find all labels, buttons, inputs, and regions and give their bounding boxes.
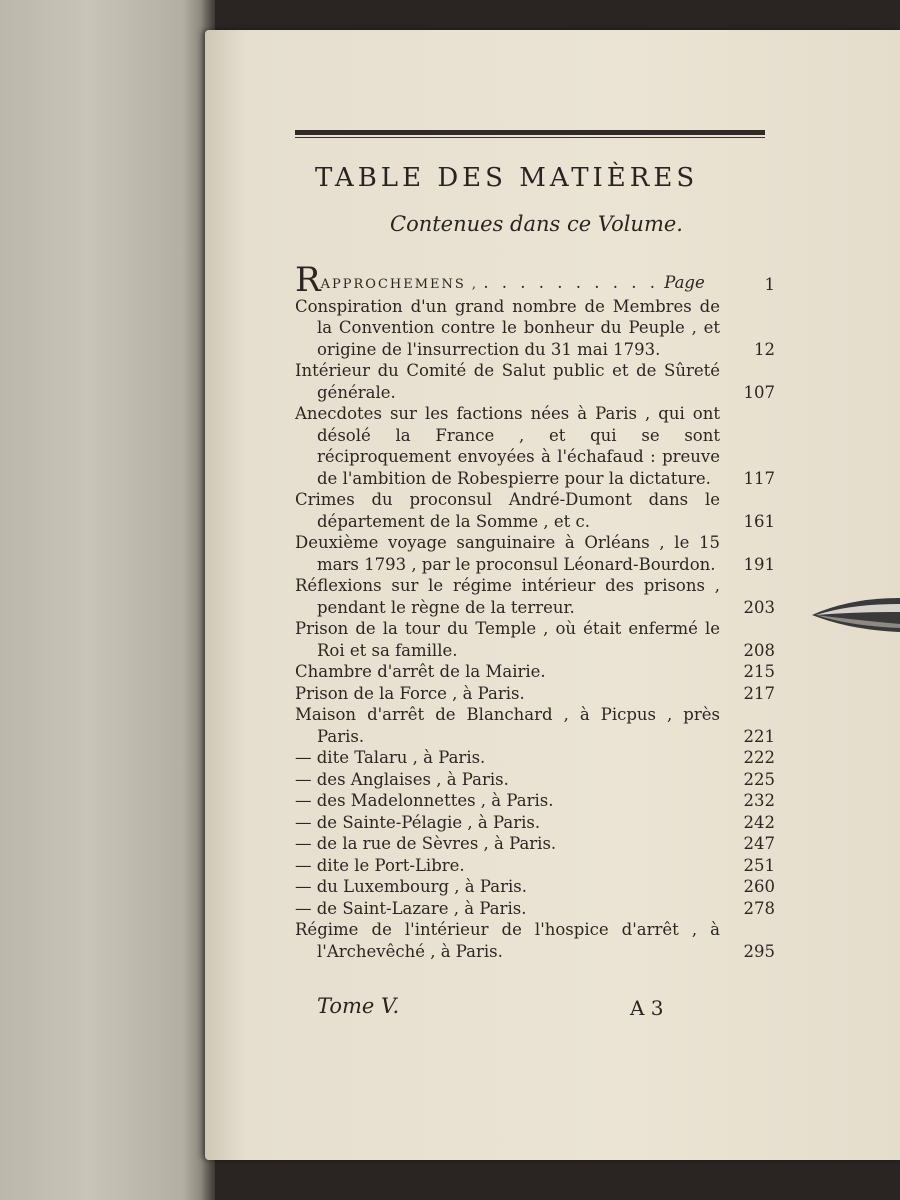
toc-entry <box>295 833 775 855</box>
toc-page-number: 191 <box>743 554 775 574</box>
toc-entry-title: Deuxième voyage sanguinaire à Orléans , le 15 mars 1793 , par le proconsul Léonard-Bourdon. <box>295 533 720 574</box>
toc-entry <box>295 704 775 747</box>
toc-page-number: 12 <box>754 339 775 359</box>
signature-mark: A 3 <box>630 996 664 1020</box>
toc-page-number: 247 <box>743 834 775 853</box>
toc-entry-title: — dite le Port-Libre. <box>295 855 465 875</box>
toc-entry-title: — dite Talaru , à Paris. <box>295 748 486 767</box>
leader-dots: . . . . . . . . . . <box>483 273 659 292</box>
toc-entry-title: Intérieur du Comité de Salut public et de Sûreté générale. <box>295 361 720 402</box>
header-rule <box>295 130 765 135</box>
toc-entry <box>295 876 775 898</box>
toc-entry-title: — des Anglaises , à Paris. <box>295 769 509 789</box>
toc-page-number: 222 <box>743 748 775 767</box>
toc-page-number: 117 <box>743 468 775 488</box>
header-rule-thin <box>295 137 765 138</box>
toc-page-number: 1 <box>764 275 775 294</box>
toc-entry-title: Réflexions sur le régime intérieur des prisons , pendant le règne de la terreur. <box>295 576 720 617</box>
toc-page-number: 221 <box>743 726 775 746</box>
toc-page-number: 260 <box>743 877 775 896</box>
toc-entry <box>295 661 775 683</box>
toc-page-number: 107 <box>743 382 775 402</box>
toc-entry <box>295 532 775 575</box>
toc-entry <box>295 296 775 361</box>
toc-page-number: 251 <box>743 855 775 875</box>
facing-page <box>0 0 215 1200</box>
page-label: Page <box>664 273 705 292</box>
toc-page-number: 225 <box>743 769 775 789</box>
toc-entry-title: Chambre d'arrêt de la Mairie. <box>295 662 546 681</box>
toc-entry-title: — des Madelonnettes , à Paris. <box>295 791 554 810</box>
toc-page-number: 203 <box>743 597 775 617</box>
volume-label: Tome V. <box>317 994 400 1018</box>
toc-entry <box>295 683 775 705</box>
toc-page-number: 208 <box>743 640 775 660</box>
toc-entry-title: Maison d'arrêt de Blanchard , à Picpus , près Paris. <box>295 705 720 746</box>
toc-entry <box>295 919 775 962</box>
toc-entries <box>295 296 775 963</box>
toc-entry-first <box>295 260 775 300</box>
toc-page-number: 232 <box>743 791 775 810</box>
toc-entry-title: Prison de la tour du Temple , où était enfermé le Roi et sa famille. <box>295 619 720 660</box>
toc-entry <box>295 403 775 489</box>
toc-entry-title: — de Sainte-Pélagie , à Paris. <box>295 812 541 832</box>
toc-entry-title: Conspiration d'un grand nombre de Membres de la Convention contre le bonheur du Peuple , et origine de l'insurrection du 31 mai 1793. <box>295 296 720 359</box>
toc-entry <box>295 898 775 920</box>
toc-page-number: 278 <box>743 898 775 918</box>
toc-entry-title: — du Luxembourg , à Paris. <box>295 877 527 896</box>
toc-page-number: 242 <box>743 812 775 832</box>
table-of-contents <box>295 260 775 962</box>
toc-page-number: 215 <box>743 662 775 681</box>
toc-entry <box>295 575 775 618</box>
toc-entry <box>295 855 775 877</box>
page-subtitle: Contenues dans ce Volume. <box>390 212 683 236</box>
toc-entry <box>295 812 775 834</box>
toc-entry-title: APPROCHEMENS , <box>320 277 479 292</box>
toc-page-number: 217 <box>743 683 775 703</box>
page-title: TABLE DES MATIÈRES <box>315 163 699 193</box>
toc-entry <box>295 618 775 661</box>
toc-entry <box>295 769 775 791</box>
toc-entry <box>295 747 775 769</box>
toc-entry <box>295 360 775 403</box>
drop-cap: R <box>295 260 321 300</box>
toc-entry <box>295 489 775 532</box>
toc-entry-title: Prison de la Force , à Paris. <box>295 683 525 703</box>
bookmark-icon <box>810 590 900 640</box>
toc-entry-title: — de Saint-Lazare , à Paris. <box>295 898 527 918</box>
book-page <box>205 30 900 1160</box>
toc-entry-title: — de la rue de Sèvres , à Paris. <box>295 834 557 853</box>
toc-entry-title: Régime de l'intérieur de l'hospice d'arrêt , à l'Archevêché , à Paris. <box>295 920 720 961</box>
toc-entry-title: Crimes du proconsul André-Dumont dans le département de la Somme , et c. <box>295 490 720 531</box>
toc-entry-title: Anecdotes sur les factions nées à Paris , qui ont désolé la France , et qui se sont réciproquement envoyées à l'échafaud : preuve de l'ambition de Robespierre pour la dictature. <box>295 404 720 488</box>
toc-entry <box>295 790 775 812</box>
toc-page-number: 295 <box>743 941 775 961</box>
toc-page-number: 161 <box>743 511 775 531</box>
